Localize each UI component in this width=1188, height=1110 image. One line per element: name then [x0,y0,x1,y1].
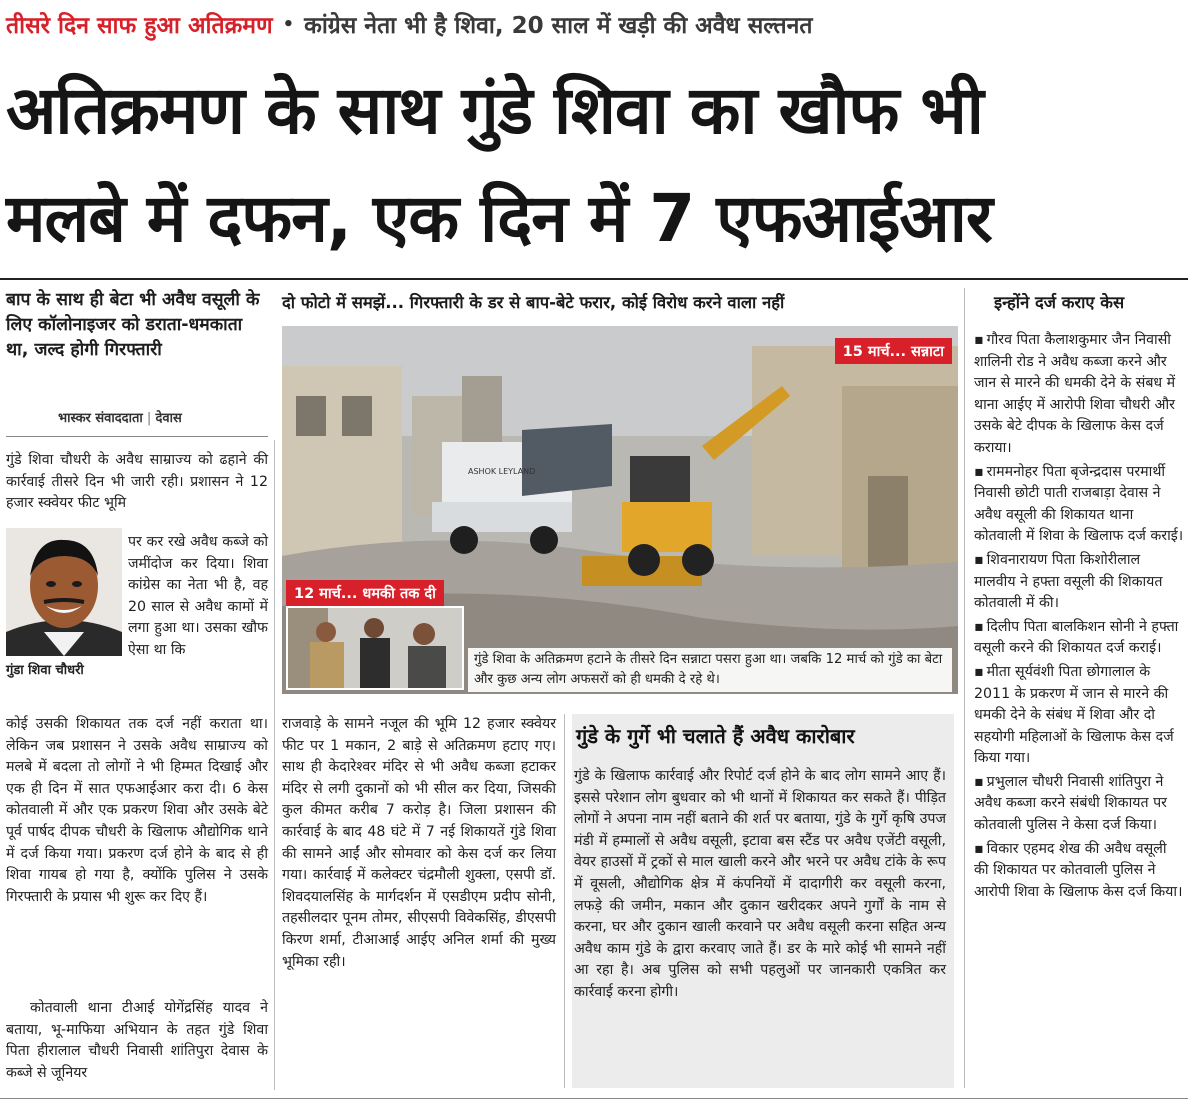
complaint-item [974,462,1184,548]
complaint-item [974,839,1184,904]
kicker-line [6,4,812,44]
portrait-caption: गुंडा शिवा चौधरी [6,663,84,678]
column-divider-1 [274,440,275,1090]
complaint-text: विकार एहमद शेख की अवैध वसूली की शिकायत पर कोतवाली पुलिस ने आरोपी शिवा के खिलाफ केस दर्ज किया। [974,840,1183,900]
article-para-4: राजवाड़े के सामने नजूल की भूमि 12 हजार स्क्वेयर फीट पर 1 मकान, 2 बाड़े से अतिक्रमण हटाए गए। साथ ही केदारेश्वर मंदिर से भी अवैध कब्जा हटाकर मंदिर से लगी दुकानों को भी सील कर दिया, जिसकी कुल कीमत करीब 7 करोड़ है। जिला प्रशासन की कार्रवाई के बाद 48 घंटे में 7 नई शिकायतें गुंडे शिवा की सामने आईं और सोमवार को केस दर्ज कर लिया गया। कार्रवाई में कलेक्टर चंद्रमौली शुक्ला, एसपी डॉ. शिवदयालसिंह के मार्गदर्शन में एसडीएम प्रदीप सोनी, तहसीलदार पूनम तोमर, सीएसपी विवेकसिंह, डीएसपी किरण शर्मा, टीआआई आईए अनिल शर्मा की मुख्य भूमिका रही। [282,716,556,970]
photo-strapline: दो फोटो में समझें... गिरफ्तारी के डर से बाप-बेटे फरार, कोई विरोध करने वाला नहीं [282,293,785,312]
portrait-illustration [6,528,122,656]
bullet-icon: ▪ [974,663,984,680]
complaint-text: गौरव पिता कैलाशकुमार जैन निवासी शालिनी रोड ने अवैध कब्जा करने और जान से मारने की धमकी देने के संबध में थाना आईए में आरोपी शिवा चौधरी और उसके बेटे दीपक के खिलाफ केस दर्ज कराया। [974,332,1176,456]
bullet-icon: ▪ [974,332,984,348]
complaint-text: मीता सूर्यवंशी पिता छोगालाल के 2011 के प्रकरण में जान से मारने की धमकी देने के संबंध में शिवा और दो सहयोगी महिलाओं के खिलाफ केस दर्ज किया गया। [974,663,1174,767]
kicker-dot: • [282,13,295,35]
complaints-list [974,330,1184,905]
complaints-title: इन्होंने दर्ज कराए केस [994,293,1125,312]
column-divider-3 [964,288,965,1088]
sub-headline: बाप के साथ ही बेटा भी अवैध वसूली के लिए कॉलोनाइजर को डराता-धमकाता था, जल्द होगी गिरफ्तारी [6,290,260,360]
portrait-photo [6,528,122,656]
badge-mar-12: 12 मार्च... धमकी तक दी [286,580,444,606]
headline-line-1: अतिक्रमण के साथ गुंडे शिवा का खौफ भी [6,72,983,149]
byline [58,408,182,426]
complaint-item [974,772,1184,837]
bullet-icon: ▪ [974,551,984,568]
demolition-photo [282,326,958,694]
complaint-item [974,662,1184,770]
badge-mar-15: 15 मार्च... सन्नाटा [835,338,952,364]
complaint-text: शिवनारायण पिता किशोरीलाल मालवीय ने हफ्ता वसूली की शिकायत कोतवाली में की। [974,551,1163,612]
article-para-2: कोई उसकी शिकायत तक दर्ज नहीं कराता था। लेकिन जब प्रशासन ने उसके अवैध साम्राज्य को मलबे में बदला तो लोगों ने भी हिम्मत दिखाई और एक ही दिन में सात एफआईआर करा दी। 6 केस कोतवाली में और एक प्रकरण शिवा और उसके बेटे पूर्व पार्षद दीपक चौधरी के खिलाफ औद्योगिक थाने में दर्ज किया गया। प्रकरण दर्ज होने के बाद से ही शिवा गायब हो गया है, क्योंकि पुलिस ने उसके गिरफ्तारी के प्रयास भी शुरू कर दिए हैं। [6,716,268,905]
kicker-grey: कांग्रेस नेता भी है शिवा, 20 साल में खड़ी की अवैध सल्तनत [304,13,813,39]
complaint-text: दिलीप पिता बालकिशन सोनी ने हफ्ता वसूली करने की शिकायत दर्ज कराई। [974,618,1179,657]
column-divider-2 [564,714,565,1088]
sidebar-box-text: गुंडे के खिलाफ कार्रवाई और रिपोर्ट दर्ज होने के बाद लोग सामने आए हैं। इससे परेशान लोग बुधवार को भी थानों में शिकायत कर सकते हैं। पीड़ित लोगों ने अपना नाम नहीं बताने की शर्त पर बताया, गुंडे के गुर्गे कृषि उपज मंडी में हम्मालों से अवैध वसूली, इटावा बस स्टैंड पर अवैध एजेंटी वसूली, वेयर हाउसों में ट्रकों से माल खाली करने और भरने पर अवैध टांके के रूप में वूसली, औद्योगिक क्षेत्र में कंपनियों में दादागीरी कर वसूली करना, लफड़े की जमीन, मकान और दुकान खरीदकर अपने गुर्गों के नाम से करना, घर और दुकान खाली करवाने पर अवैध वसूली करना सहित अन्य अवैध काम गुंडे के द्वारा करवाए जाते हैं। डर के मारे कोई भी सामने नहीं आ रहा है। अब पुलिस को सभी पहलुओं पर जानकारी एकत्रित कर कार्रवाई करना होगी। [574,768,946,1000]
article-para-1: गुंडे शिवा चौधरी के अवैध साम्राज्य को ढहाने की कार्रवाई तीसरे दिन भी जारी रही। प्रशासन ने 12 हजार स्क्वेयर फीट भूमि [6,452,268,512]
byline-reporter: भास्कर संवाददाता [58,411,143,426]
complaint-text: राममनोहर पिता बृजेन्द्रदास परमार्थी निवासी छोटी पाती राजबाड़ा देवास ने अवैध वसूली की शिकायत थाना कोतवाली में शिवा के खिलाफ दर्ज कराई। [974,463,1184,545]
article-para-3: कोतवाली थाना टीआई योगेंद्रसिंह यादव ने बताया, भू-माफिया अभियान के तहत गुंडे शिवा पिता हीरालाल चौधरी निवासी शांतिपुरा देवास के कब्जे से जूनियर [6,1000,268,1081]
bullet-icon: ▪ [974,618,984,635]
complaint-text: प्रभुलाल चौधरी निवासी शांतिपुरा ने अवैध कब्जा करने संबंधी शिकायत पर कोतवाली पुलिस ने केसा दर्ज किया। [974,773,1167,834]
complaint-item [974,550,1184,615]
bullet-icon: ▪ [974,463,984,480]
bottom-rule [0,1098,1188,1099]
byline-rule [6,436,268,437]
byline-separator: | [146,411,152,426]
headline-line-2: मलबे में दफन, एक दिन में 7 एफआईआर [6,180,992,257]
bullet-icon: ▪ [974,840,984,857]
inset-photo [286,606,464,690]
photo-caption: गुंडे शिवा के अतिक्रमण हटाने के तीसरे दिन सन्नाटा पसरा हुआ था। जबकि 12 मार्च को गुंडे का बेटा और कुछ अन्य लोग अफसरों को ही धमकी दे रहे थे। [468,648,952,692]
complaint-item [974,330,1184,460]
sidebar-box-title: गुंडे के गुर्गे भी चलाते हैं अवैध कारोबार [576,724,855,748]
inset-people-scene [288,608,464,690]
complaint-item [974,617,1184,660]
kicker-red: तीसरे दिन साफ हुआ अतिक्रमण [6,13,273,39]
bullet-icon: ▪ [974,773,984,790]
headline-rule [0,278,1188,280]
article-para-1-wrap: पर कर रखे अवैध कब्जे को जमींदोज कर दिया। शिवा कांग्रेस का नेता भी है, वह 20 साल से अवैध कामों में लगा हुआ था। उसका खौफ ऐसा था कि [128,534,268,658]
byline-city: देवास [155,411,182,426]
truck-brand-text: ASHOK LEYLAND [468,467,536,476]
